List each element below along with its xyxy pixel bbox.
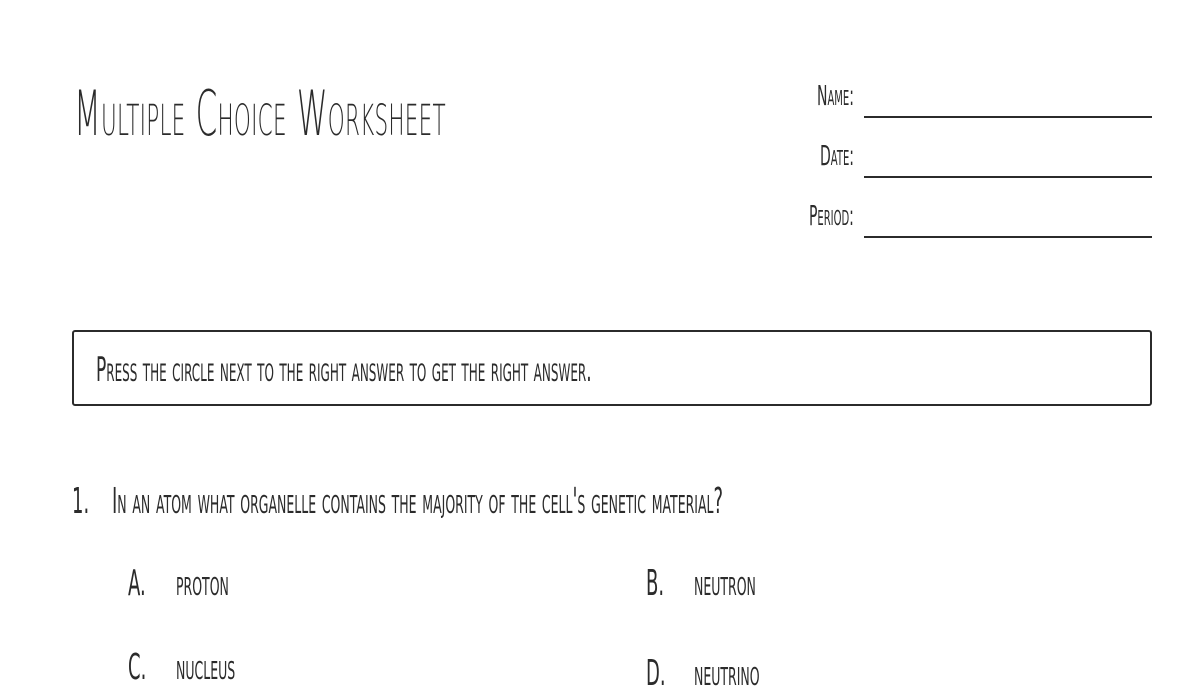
option-d[interactable]: [646, 652, 760, 696]
instruction-box: [72, 330, 1152, 406]
option-text: proton: [176, 563, 229, 604]
name-field-row: [0, 78, 1200, 118]
worksheet-title: Multiple Choice Worksheet: [74, 77, 446, 150]
period-input-line[interactable]: [864, 236, 1152, 238]
option-b[interactable]: [646, 562, 756, 606]
option-c[interactable]: [128, 646, 235, 690]
question-number: 1.: [72, 481, 90, 522]
option-text: nucleus: [176, 647, 236, 688]
name-label: Name:: [817, 79, 854, 112]
instruction-text: Press the circle next to the right answer to get the right answer.: [96, 350, 592, 390]
period-field-row: [0, 198, 1200, 238]
option-text: neutrino: [694, 653, 760, 694]
date-field-row: [0, 138, 1200, 178]
option-a[interactable]: [128, 562, 229, 606]
name-input-line[interactable]: [864, 116, 1152, 118]
option-letter: D.: [646, 653, 666, 694]
date-input-line[interactable]: [864, 176, 1152, 178]
option-letter: C.: [128, 647, 147, 688]
period-label: Period:: [809, 199, 854, 232]
option-letter: B.: [646, 563, 665, 604]
option-text: neutron: [694, 563, 756, 604]
question-1: [72, 480, 723, 524]
question-text: In an atom what organelle contains the majority of the cell's genetic material?: [112, 481, 724, 522]
option-letter: A.: [128, 563, 146, 604]
date-label: Date:: [820, 139, 854, 172]
